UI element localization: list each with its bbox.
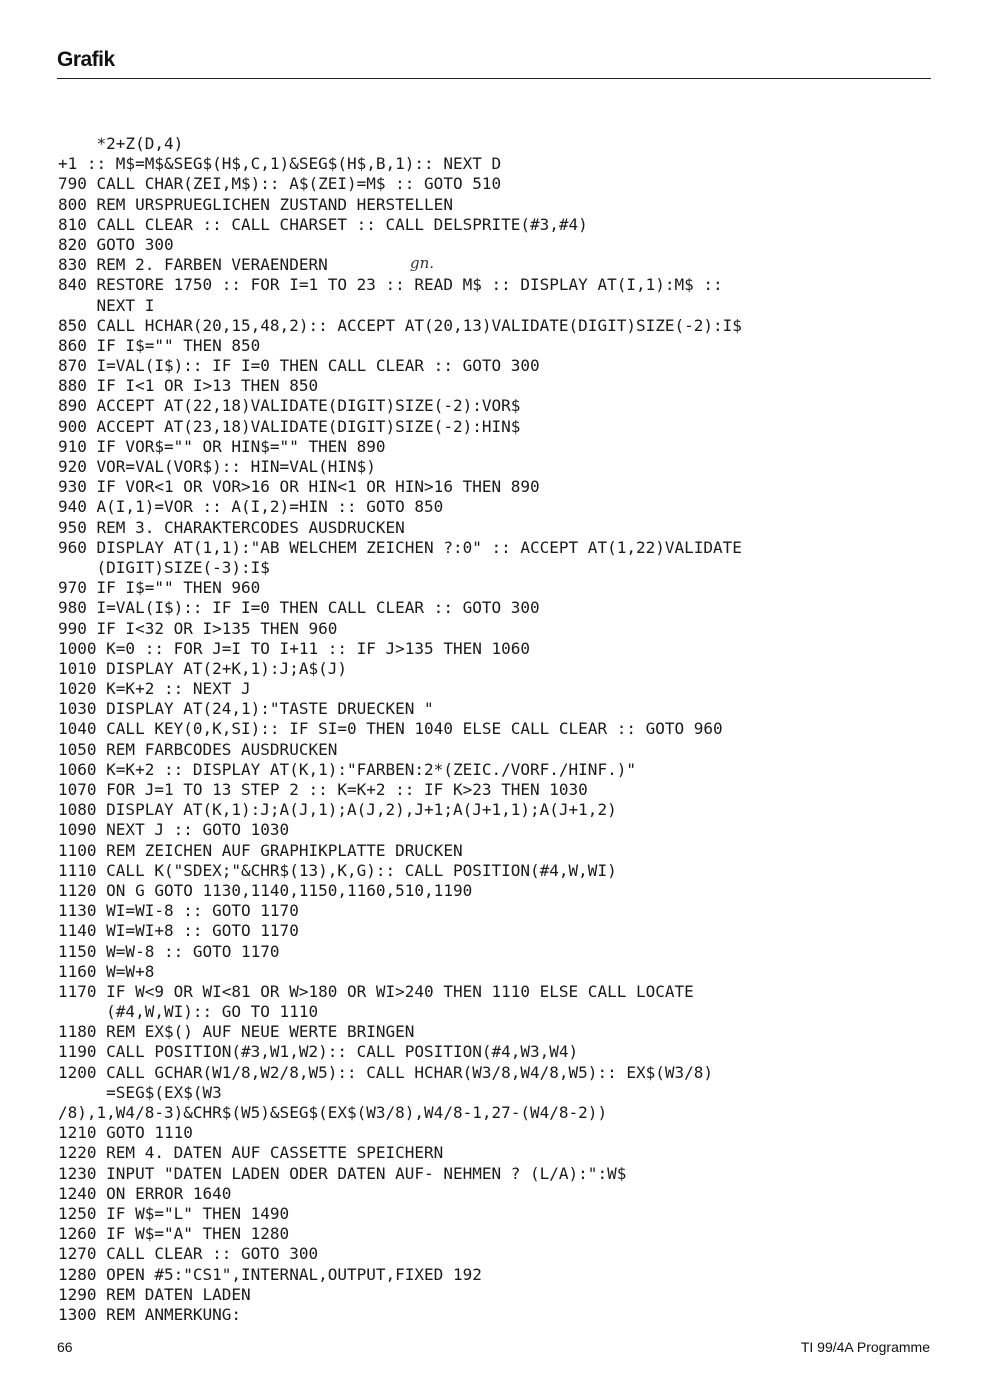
handwritten-annotation: gn. [410,254,435,272]
code-line: 1170 IF W<9 OR WI<81 OR W>180 OR WI>240 THEN 1110 ELSE CALL LOCATE [58,981,694,1001]
code-line: 940 A(I,1)=VOR :: A(I,2)=HIN :: GOTO 850 [58,497,444,517]
code-line: 1300 REM ANMERKUNG: [58,1304,242,1324]
code-line: 1250 IF W$="L" THEN 1490 [58,1203,290,1223]
book-title: TI 99/4A Programme [800,1339,930,1355]
code-line: 1010 DISPLAY AT(2+K,1):J;A$(J) [58,658,347,678]
page-header-title: Grafik [57,48,115,71]
code-line: 960 DISPLAY AT(1,1):"AB WELCHEM ZEICHEN ?:0" :: ACCEPT AT(1,22)VALIDATE [58,537,742,557]
code-line: 970 IF I$="" THEN 960 [58,578,261,598]
code-line: 1000 K=0 :: FOR J=I TO I+11 :: IF J>135 THEN 1060 [58,638,531,658]
code-line: *2+Z(D,4) [58,134,184,153]
code-line: =SEG$(EX$(W3 [58,1082,222,1102]
code-line: (#4,W,WI):: GO TO 1110 [58,1002,319,1022]
code-line: 1220 REM 4. DATEN AUF CASSETTE SPEICHERN [58,1143,444,1163]
code-line: 1070 FOR J=1 TO 13 STEP 2 :: K=K+2 :: IF K>23 THEN 1030 [58,780,588,799]
code-line: 920 VOR=VAL(VOR$):: HIN=VAL(HIN$) [58,457,376,476]
code-line: 860 IF I$="" THEN 850 [58,335,261,355]
code-line: 950 REM 3. CHARAKTERCODES AUSDRUCKEN [58,517,405,537]
code-line: 910 IF VOR$="" OR HIN$="" THEN 890 [58,436,386,456]
code-line: 1090 NEXT J :: GOTO 1030 [58,820,290,840]
code-line: 1110 CALL K("SDEX;"&CHR$(13),K,G):: CALL POSITION(#4,W,WI) [58,860,617,880]
code-line: 850 CALL HCHAR(20,15,48,2):: ACCEPT AT(20,13)VALIDATE(DIGIT)SIZE(-2):I$ [58,315,742,335]
code-line: 830 REM 2. FARBEN VERAENDERN [58,255,328,275]
code-line: +1 :: M$=M$&SEG$(H$,C,1)&SEG$(H$,B,1):: NEXT D [58,154,502,174]
code-line: 930 IF VOR<1 OR VOR>16 OR HIN<1 OR HIN>16 THEN 890 [58,477,540,497]
code-line: 1260 IF W$="A" THEN 1280 [58,1224,290,1244]
basic-program-listing [58,134,938,1325]
code-line: 880 IF I<1 OR I>13 THEN 850 [58,376,319,396]
code-line: 790 CALL CHAR(ZEI,M$):: A$(ZEI)=M$ :: GOTO 510 [58,174,502,194]
header-divider [57,78,931,79]
code-line: 1150 W=W-8 :: GOTO 1170 [58,941,280,961]
code-line: 1190 CALL POSITION(#3,W1,W2):: CALL POSITION(#4,W3,W4) [58,1042,579,1062]
code-line: 1270 CALL CLEAR :: GOTO 300 [58,1244,319,1264]
code-line: 1050 REM FARBCODES AUSDRUCKEN [58,739,338,759]
code-line: /8),1,W4/8-3)&CHR$(W5)&SEG$(EX$(W3/8),W4/8-1,27-(W4/8-2)) [58,1103,608,1122]
code-line: 1130 WI=WI-8 :: GOTO 1170 [58,901,299,921]
code-line: 1020 K=K+2 :: NEXT J [58,679,251,699]
code-line: 890 ACCEPT AT(22,18)VALIDATE(DIGIT)SIZE(-2):VOR$ [58,396,521,416]
code-line: 840 RESTORE 1750 :: FOR I=1 TO 23 :: READ M$ :: DISPLAY AT(I,1):M$ :: [58,275,723,295]
code-line: 1210 GOTO 1110 [58,1123,193,1143]
code-line: 1140 WI=WI+8 :: GOTO 1170 [58,921,299,941]
code-line: 1200 CALL GCHAR(W1/8,W2/8,W5):: CALL HCHAR(W3/8,W4/8,W5):: EX$(W3/8) [58,1062,714,1082]
code-line: 1180 REM EX$() AUF NEUE WERTE BRINGEN [58,1022,415,1042]
code-line: 1040 CALL KEY(0,K,SI):: IF SI=0 THEN 1040 ELSE CALL CLEAR :: GOTO 960 [58,719,723,739]
code-line: 810 CALL CLEAR :: CALL CHARSET :: CALL DELSPRITE(#3,#4) [58,214,588,234]
code-line: 1240 ON ERROR 1640 [58,1183,232,1203]
code-line: 1060 K=K+2 :: DISPLAY AT(K,1):"FARBEN:2*(ZEIC./VORF./HINF.)" [58,759,636,779]
code-line: (DIGIT)SIZE(-3):I$ [58,557,270,577]
code-line: 1280 OPEN #5:"CS1",INTERNAL,OUTPUT,FIXED 192 [58,1264,482,1284]
code-line: 1120 ON G GOTO 1130,1140,1150,1160,510,1190 [58,880,473,900]
code-line: 1100 REM ZEICHEN AUF GRAPHIKPLATTE DRUCKEN [58,840,463,860]
code-line: 800 REM URSPRUEGLICHEN ZUSTAND HERSTELLEN [58,194,453,214]
code-line: 1230 INPUT "DATEN LADEN ODER DATEN AUF- NEHMEN ? (L/A):":W$ [58,1163,627,1183]
code-line: 980 I=VAL(I$):: IF I=0 THEN CALL CLEAR :: GOTO 300 [58,598,540,618]
code-line: 820 GOTO 300 [58,234,174,254]
code-line: 1160 W=W+8 [58,961,155,981]
code-line: 990 IF I<32 OR I>135 THEN 960 [58,618,338,638]
code-line: 1080 DISPLAY AT(K,1):J;A(J,1);A(J,2),J+1;A(J+1,1);A(J+1,2) [58,800,617,820]
code-line: 1290 REM DATEN LADEN [58,1284,251,1304]
code-line: 900 ACCEPT AT(23,18)VALIDATE(DIGIT)SIZE(-2):HIN$ [58,416,521,436]
code-line: NEXT I [58,295,155,315]
code-line: 870 I=VAL(I$):: IF I=0 THEN CALL CLEAR :: GOTO 300 [58,356,540,376]
page-number: 66 [57,1339,73,1355]
code-line: 1030 DISPLAY AT(24,1):"TASTE DRUECKEN " [58,699,434,719]
